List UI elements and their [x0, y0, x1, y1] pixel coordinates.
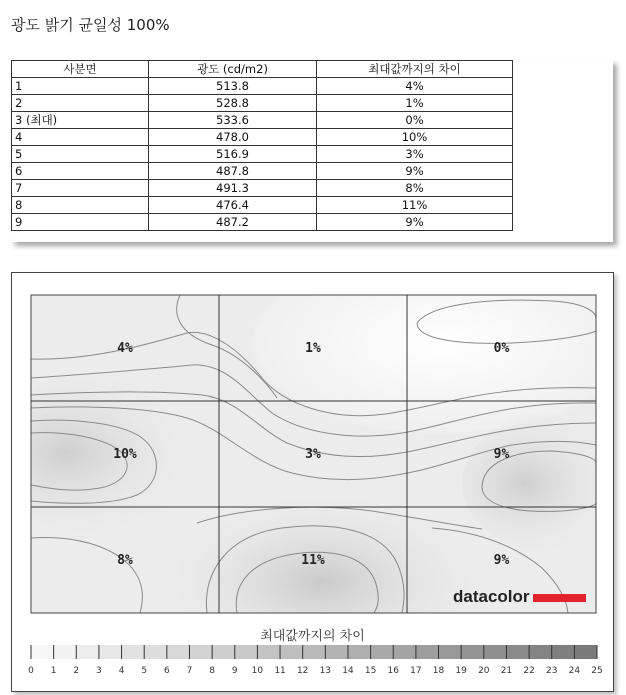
scale-swatch [54, 645, 77, 659]
scale-tick-label: 3 [96, 666, 102, 676]
legend-title: 최대값까지의 차이 [260, 629, 365, 644]
cell-value-label: 0% [493, 341, 510, 356]
difference-cell: 8% [317, 180, 513, 197]
scale-swatch [189, 645, 212, 659]
scale-swatch [439, 645, 462, 659]
quadrant-cell: 4 [12, 129, 149, 146]
cell-value-label: 4% [117, 341, 133, 356]
cell-value-label: 8% [117, 553, 133, 568]
scale-swatch [235, 645, 258, 659]
scale-swatch [99, 645, 122, 659]
scale-tick-label: 21 [500, 666, 513, 676]
uniformity-table [11, 60, 513, 231]
scale-swatch [31, 645, 54, 659]
scale-swatch [325, 645, 348, 659]
scale-tick-label: 16 [387, 666, 399, 676]
luminance-cell: 491.3 [149, 180, 317, 197]
table-row [12, 197, 513, 214]
scale-tick-label: 12 [296, 666, 309, 676]
cell-value-label: 3% [305, 447, 321, 462]
table-row [12, 163, 513, 180]
luminance-cell: 478.0 [149, 129, 317, 146]
table-header-row [12, 61, 513, 78]
scale-swatch [348, 645, 371, 659]
scale-tick-label: 22 [523, 666, 535, 676]
quadrant-cell: 3 (최대) [12, 112, 149, 129]
table-row [12, 78, 513, 95]
header-luminance: 광도 (cd/m2) [149, 61, 317, 78]
cell-value-label: 9% [493, 553, 510, 568]
difference-cell: 10% [317, 129, 513, 146]
scale-swatch [144, 645, 167, 659]
header-quadrant: 사분면 [12, 61, 149, 78]
scale-tick-label: 19 [455, 666, 467, 676]
scale-swatch [416, 645, 439, 659]
scale-tick-label: 17 [410, 666, 422, 676]
scale-swatch [574, 645, 597, 659]
logo-red-bar [533, 594, 586, 602]
scale-tick-label: 4 [118, 666, 125, 676]
luminance-cell: 528.8 [149, 95, 317, 112]
difference-cell: 9% [317, 163, 513, 180]
luminance-cell: 533.6 [149, 112, 317, 129]
difference-cell: 11% [317, 197, 513, 214]
logo-text: datacolor [453, 587, 530, 606]
table-row [12, 95, 513, 112]
scale-swatch [461, 645, 484, 659]
table-row [12, 180, 513, 197]
scale-tick-label: 2 [73, 666, 80, 676]
scale-swatch [529, 645, 552, 659]
scale-swatch [371, 645, 394, 659]
luminance-cell: 487.8 [149, 163, 317, 180]
scale-tick-label: 8 [209, 666, 215, 676]
scale-tick-label: 20 [478, 666, 490, 676]
cell-value-label: 1% [305, 341, 321, 356]
scale-tick-label: 10 [251, 666, 264, 676]
table-row [12, 129, 513, 146]
scale-swatch [280, 645, 303, 659]
scale-swatch [484, 645, 507, 659]
scale-tick-label: 14 [342, 666, 354, 676]
difference-cell: 1% [317, 95, 513, 112]
quadrant-cell: 1 [12, 78, 149, 95]
quadrant-cell: 5 [12, 146, 149, 163]
scale-swatch [506, 645, 529, 659]
scale-tick-label: 1 [50, 666, 57, 676]
cell-value-label: 9% [493, 447, 510, 462]
uniformity-table-panel [11, 60, 613, 242]
difference-cell: 3% [317, 146, 513, 163]
scale-tick-label: 15 [364, 666, 377, 676]
scale-swatch [552, 645, 575, 659]
difference-cell: 4% [317, 78, 513, 95]
scale-swatch [212, 645, 235, 659]
scale-tick-label: 6 [163, 666, 170, 676]
difference-cell: 9% [317, 214, 513, 231]
scale-swatch [122, 645, 145, 659]
page-title: 광도 밝기 균일성 100% [11, 16, 170, 34]
scale-tick-label: 7 [186, 666, 193, 676]
table-row [12, 112, 513, 129]
scale-tick-label: 11 [274, 666, 286, 676]
scale-swatch [167, 645, 190, 659]
color-scale [28, 645, 603, 676]
table-row [12, 214, 513, 231]
scale-tick-label: 9 [231, 666, 238, 676]
luminance-cell: 513.8 [149, 78, 317, 95]
scale-tick-label: 25 [591, 666, 603, 676]
scale-swatch [303, 645, 326, 659]
scale-tick-label: 18 [432, 666, 445, 676]
header-difference: 최대값까지의 차이 [317, 61, 513, 78]
quadrant-cell: 2 [12, 95, 149, 112]
quadrant-cell: 8 [12, 197, 149, 214]
scale-tick-label: 5 [141, 666, 148, 676]
scale-tick-label: 23 [545, 666, 558, 676]
quadrant-cell: 9 [12, 214, 149, 231]
uniformity-heatmap-panel [11, 272, 614, 692]
cell-value-label: 11% [301, 553, 325, 568]
quadrant-cell: 6 [12, 163, 149, 180]
table-row [12, 146, 513, 163]
scale-swatch [257, 645, 280, 659]
scale-tick-label: 24 [568, 666, 581, 676]
scale-swatch [393, 645, 416, 659]
scale-swatch [76, 645, 99, 659]
difference-cell: 0% [317, 112, 513, 129]
luminance-cell: 487.2 [149, 214, 317, 231]
scale-tick-label: 0 [28, 666, 34, 676]
quadrant-cell: 7 [12, 180, 149, 197]
luminance-cell: 476.4 [149, 197, 317, 214]
luminance-cell: 516.9 [149, 146, 317, 163]
cell-value-label: 10% [113, 447, 137, 462]
scale-tick-label: 13 [319, 666, 332, 676]
